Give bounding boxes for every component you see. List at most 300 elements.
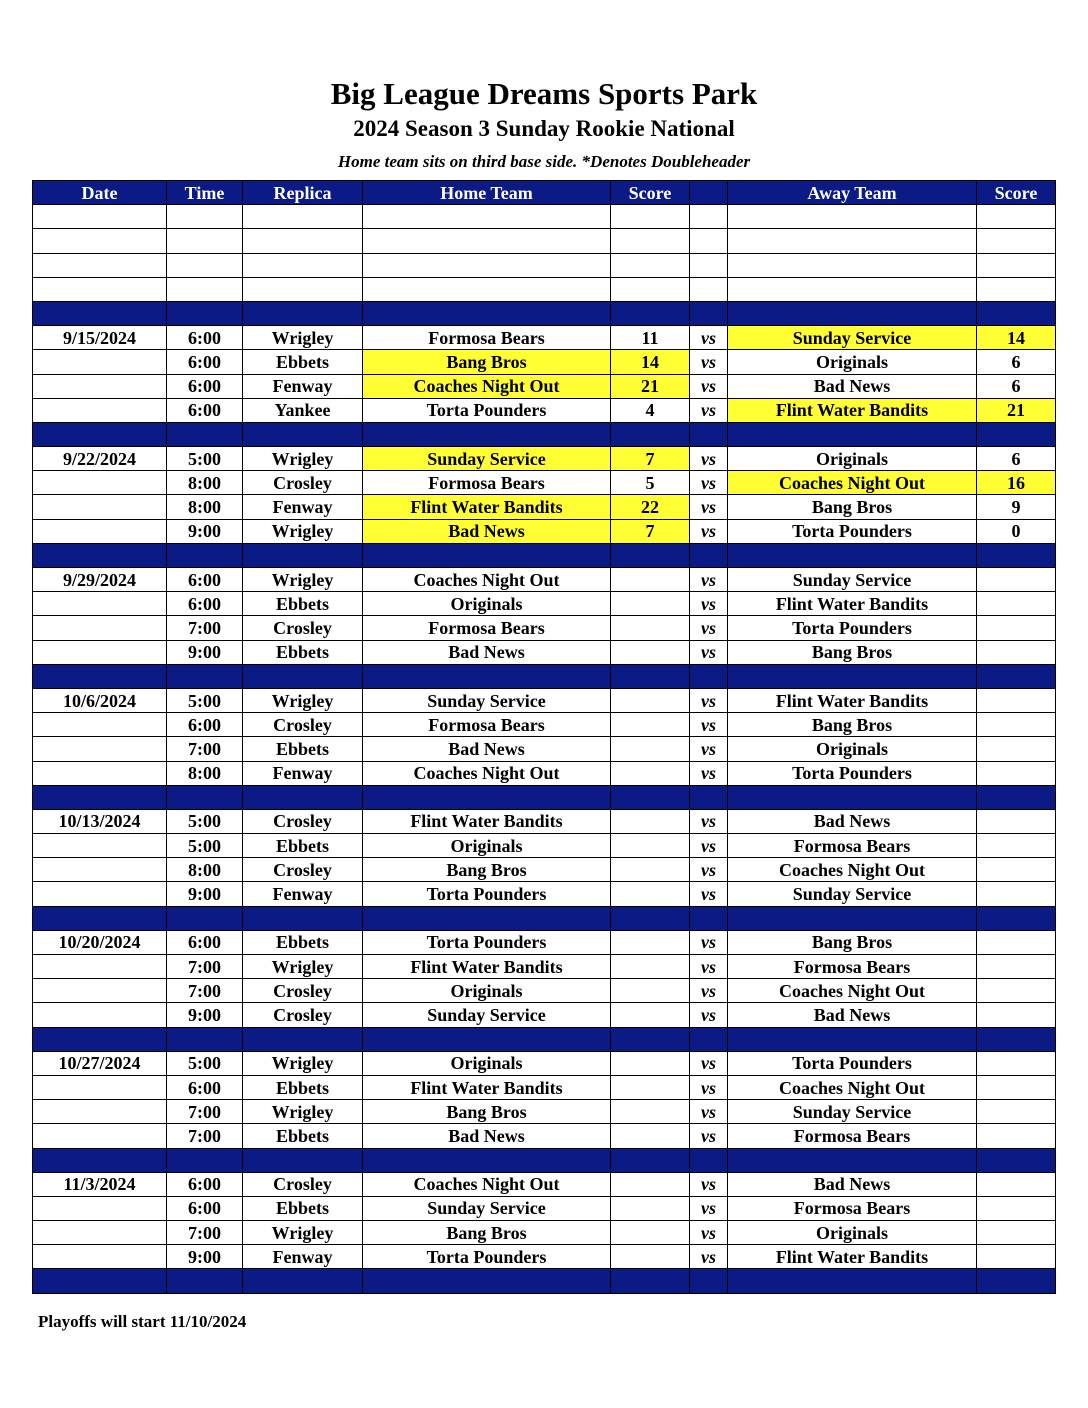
time-cell: 6:00 — [167, 326, 243, 350]
home-team-cell: Bad News — [363, 519, 611, 543]
time-cell: 6:00 — [167, 1196, 243, 1220]
home-score-cell — [611, 1196, 690, 1220]
home-score-cell — [611, 616, 690, 640]
separator-cell — [977, 543, 1056, 567]
home-team-cell: Flint Water Bandits — [363, 955, 611, 979]
date-cell — [33, 1003, 167, 1027]
away-score-cell — [977, 1221, 1056, 1245]
table-row — [33, 374, 1056, 398]
date-cell — [33, 229, 167, 253]
home-team-cell: Bad News — [363, 737, 611, 761]
table-row — [33, 882, 1056, 906]
date-cell: 9/15/2024 — [33, 326, 167, 350]
separator-cell — [977, 664, 1056, 688]
date-cell — [33, 350, 167, 374]
date-cell — [33, 737, 167, 761]
separator-cell — [611, 664, 690, 688]
home-score-cell — [611, 568, 690, 592]
replica-cell: Wrigley — [243, 519, 363, 543]
home-team-cell — [363, 205, 611, 229]
date-cell — [33, 519, 167, 543]
time-cell — [167, 205, 243, 229]
away-score-cell — [977, 640, 1056, 664]
separator-cell — [167, 785, 243, 809]
separator-cell — [363, 785, 611, 809]
replica-cell: Crosley — [243, 1003, 363, 1027]
date-cell: 10/13/2024 — [33, 809, 167, 833]
col-header-home-score: Score — [611, 181, 690, 205]
home-score-cell — [611, 1172, 690, 1196]
table-row — [33, 1172, 1056, 1196]
away-team-cell: Formosa Bears — [728, 955, 977, 979]
away-team-cell: Torta Pounders — [728, 519, 977, 543]
away-team-cell: Formosa Bears — [728, 1196, 977, 1220]
separator-cell — [363, 543, 611, 567]
col-header-date: Date — [33, 181, 167, 205]
vs-cell: vs — [690, 955, 728, 979]
table-row — [33, 519, 1056, 543]
home-score-cell: 5 — [611, 471, 690, 495]
time-cell: 8:00 — [167, 858, 243, 882]
home-score-cell — [611, 1100, 690, 1124]
table-row — [33, 592, 1056, 616]
vs-cell: vs — [690, 374, 728, 398]
replica-cell: Yankee — [243, 398, 363, 422]
separator-cell — [611, 1148, 690, 1172]
separator-cell — [690, 1148, 728, 1172]
home-score-cell — [611, 1051, 690, 1075]
vs-cell: vs — [690, 568, 728, 592]
separator-cell — [728, 1027, 977, 1051]
date-cell — [33, 205, 167, 229]
home-score-cell: 7 — [611, 447, 690, 471]
home-team-cell: Originals — [363, 979, 611, 1003]
home-team-cell: Bang Bros — [363, 1100, 611, 1124]
separator-cell — [690, 543, 728, 567]
playoffs-note: Playoffs will start 11/10/2024 — [38, 1312, 247, 1331]
away-team-cell: Torta Pounders — [728, 1051, 977, 1075]
away-score-cell: 14 — [977, 326, 1056, 350]
time-cell: 5:00 — [167, 1051, 243, 1075]
away-team-cell — [728, 253, 977, 277]
separator-cell — [977, 1148, 1056, 1172]
away-score-cell — [977, 568, 1056, 592]
separator-cell — [363, 1269, 611, 1293]
replica-cell — [243, 229, 363, 253]
time-cell: 5:00 — [167, 809, 243, 833]
time-cell: 7:00 — [167, 979, 243, 1003]
table-row — [33, 568, 1056, 592]
week-separator-row — [33, 1148, 1056, 1172]
separator-cell — [33, 664, 167, 688]
separator-cell — [33, 301, 167, 325]
vs-cell: vs — [690, 1221, 728, 1245]
replica-cell: Fenway — [243, 1245, 363, 1269]
home-team-cell: Coaches Night Out — [363, 568, 611, 592]
col-header-away-team: Away Team — [728, 181, 977, 205]
home-team-cell: Bang Bros — [363, 858, 611, 882]
table-row — [33, 1075, 1056, 1099]
home-score-cell — [611, 834, 690, 858]
separator-cell — [363, 1027, 611, 1051]
separator-cell — [690, 1027, 728, 1051]
away-score-cell — [977, 882, 1056, 906]
vs-cell: vs — [690, 398, 728, 422]
week-separator-row — [33, 1027, 1056, 1051]
separator-cell — [167, 1269, 243, 1293]
time-cell: 5:00 — [167, 447, 243, 471]
replica-cell: Ebbets — [243, 834, 363, 858]
replica-cell: Wrigley — [243, 447, 363, 471]
time-cell: 5:00 — [167, 688, 243, 712]
away-score-cell — [977, 1245, 1056, 1269]
home-score-cell: 14 — [611, 350, 690, 374]
home-team-cell: Originals — [363, 592, 611, 616]
home-team-cell: Sunday Service — [363, 447, 611, 471]
table-row — [33, 471, 1056, 495]
home-team-cell: Bang Bros — [363, 350, 611, 374]
vs-cell: vs — [690, 713, 728, 737]
time-cell — [167, 253, 243, 277]
separator-cell — [33, 1027, 167, 1051]
time-cell: 8:00 — [167, 471, 243, 495]
home-team-cell: Sunday Service — [363, 688, 611, 712]
week-separator-row — [33, 785, 1056, 809]
vs-cell: vs — [690, 882, 728, 906]
table-row — [33, 1196, 1056, 1220]
date-cell: 10/27/2024 — [33, 1051, 167, 1075]
date-cell — [33, 761, 167, 785]
away-team-cell: Torta Pounders — [728, 616, 977, 640]
replica-cell: Crosley — [243, 979, 363, 1003]
table-row — [33, 1221, 1056, 1245]
date-cell — [33, 592, 167, 616]
separator-cell — [167, 906, 243, 930]
away-score-cell: 6 — [977, 447, 1056, 471]
col-header-vs — [690, 181, 728, 205]
home-score-cell — [611, 737, 690, 761]
separator-cell — [611, 1269, 690, 1293]
away-team-cell: Torta Pounders — [728, 761, 977, 785]
separator-cell — [977, 785, 1056, 809]
home-score-cell: 7 — [611, 519, 690, 543]
table-row — [33, 1051, 1056, 1075]
away-score-cell: 6 — [977, 350, 1056, 374]
home-team-cell: Formosa Bears — [363, 471, 611, 495]
replica-cell: Fenway — [243, 761, 363, 785]
home-score-cell — [611, 809, 690, 833]
date-cell: 9/29/2024 — [33, 568, 167, 592]
home-team-cell: Formosa Bears — [363, 326, 611, 350]
away-team-cell: Originals — [728, 447, 977, 471]
schedule-table — [32, 180, 1056, 1294]
time-cell: 9:00 — [167, 519, 243, 543]
home-score-cell — [611, 1245, 690, 1269]
away-score-cell — [977, 277, 1056, 301]
date-cell — [33, 979, 167, 1003]
away-score-cell — [977, 737, 1056, 761]
vs-cell: vs — [690, 1172, 728, 1196]
time-cell: 7:00 — [167, 1221, 243, 1245]
away-score-cell — [977, 809, 1056, 833]
away-team-cell: Coaches Night Out — [728, 471, 977, 495]
home-score-cell — [611, 1003, 690, 1027]
date-cell — [33, 374, 167, 398]
away-score-cell — [977, 1075, 1056, 1099]
home-team-cell: Flint Water Bandits — [363, 809, 611, 833]
separator-cell — [33, 543, 167, 567]
away-team-cell: Bang Bros — [728, 495, 977, 519]
table-row — [33, 253, 1056, 277]
date-cell — [33, 1245, 167, 1269]
separator-cell — [243, 543, 363, 567]
vs-cell: vs — [690, 1124, 728, 1148]
date-cell — [33, 1124, 167, 1148]
away-score-cell: 9 — [977, 495, 1056, 519]
vs-cell: vs — [690, 761, 728, 785]
separator-cell — [243, 785, 363, 809]
home-team-cell: Flint Water Bandits — [363, 495, 611, 519]
week-separator-row — [33, 543, 1056, 567]
date-cell — [33, 834, 167, 858]
home-team-cell: Torta Pounders — [363, 882, 611, 906]
away-team-cell: Originals — [728, 1221, 977, 1245]
replica-cell: Fenway — [243, 495, 363, 519]
replica-cell: Ebbets — [243, 640, 363, 664]
home-team-cell: Coaches Night Out — [363, 1172, 611, 1196]
away-team-cell: Sunday Service — [728, 568, 977, 592]
away-team-cell: Sunday Service — [728, 326, 977, 350]
date-cell — [33, 616, 167, 640]
table-row — [33, 277, 1056, 301]
time-cell: 6:00 — [167, 1075, 243, 1099]
away-team-cell: Sunday Service — [728, 1100, 977, 1124]
week-separator-row — [33, 422, 1056, 446]
replica-cell: Ebbets — [243, 1075, 363, 1099]
home-team-cell: Bad News — [363, 640, 611, 664]
home-team-cell: Bang Bros — [363, 1221, 611, 1245]
table-row — [33, 1100, 1056, 1124]
date-cell — [33, 713, 167, 737]
home-score-cell — [611, 713, 690, 737]
separator-cell — [728, 1148, 977, 1172]
table-row — [33, 809, 1056, 833]
replica-cell: Ebbets — [243, 1196, 363, 1220]
time-cell: 9:00 — [167, 640, 243, 664]
separator-cell — [167, 422, 243, 446]
separator-cell — [728, 1269, 977, 1293]
replica-cell: Crosley — [243, 616, 363, 640]
table-row — [33, 350, 1056, 374]
replica-cell: Crosley — [243, 1172, 363, 1196]
separator-cell — [33, 1148, 167, 1172]
vs-cell: vs — [690, 809, 728, 833]
home-team-cell — [363, 253, 611, 277]
separator-cell — [33, 785, 167, 809]
col-header-away-score: Score — [977, 181, 1056, 205]
separator-cell — [728, 301, 977, 325]
table-row — [33, 834, 1056, 858]
separator-cell — [33, 1269, 167, 1293]
replica-cell — [243, 253, 363, 277]
table-row — [33, 616, 1056, 640]
table-row — [33, 713, 1056, 737]
home-team-cell: Coaches Night Out — [363, 374, 611, 398]
away-score-cell: 6 — [977, 374, 1056, 398]
table-row — [33, 1124, 1056, 1148]
home-team-cell: Torta Pounders — [363, 1245, 611, 1269]
replica-cell: Wrigley — [243, 1221, 363, 1245]
separator-cell — [363, 422, 611, 446]
separator-cell — [611, 422, 690, 446]
date-cell: 11/3/2024 — [33, 1172, 167, 1196]
vs-cell: vs — [690, 737, 728, 761]
separator-cell — [690, 301, 728, 325]
time-cell — [167, 229, 243, 253]
away-team-cell: Sunday Service — [728, 882, 977, 906]
replica-cell: Crosley — [243, 809, 363, 833]
col-header-replica: Replica — [243, 181, 363, 205]
vs-cell: vs — [690, 858, 728, 882]
away-score-cell — [977, 1003, 1056, 1027]
date-cell: 10/6/2024 — [33, 688, 167, 712]
date-cell — [33, 495, 167, 519]
table-row — [33, 640, 1056, 664]
away-score-cell: 21 — [977, 398, 1056, 422]
time-cell: 6:00 — [167, 592, 243, 616]
time-cell: 6:00 — [167, 568, 243, 592]
away-score-cell — [977, 1124, 1056, 1148]
away-score-cell — [977, 713, 1056, 737]
home-score-cell: 4 — [611, 398, 690, 422]
home-score-cell — [611, 229, 690, 253]
separator-cell — [728, 906, 977, 930]
date-cell — [33, 882, 167, 906]
home-score-cell — [611, 930, 690, 954]
separator-cell — [363, 906, 611, 930]
away-team-cell — [728, 277, 977, 301]
table-row — [33, 1245, 1056, 1269]
vs-cell: vs — [690, 1100, 728, 1124]
away-team-cell: Coaches Night Out — [728, 979, 977, 1003]
home-score-cell: 11 — [611, 326, 690, 350]
time-cell: 7:00 — [167, 1124, 243, 1148]
date-cell — [33, 640, 167, 664]
date-cell — [33, 1196, 167, 1220]
separator-cell — [243, 301, 363, 325]
away-team-cell: Formosa Bears — [728, 834, 977, 858]
time-cell: 6:00 — [167, 713, 243, 737]
separator-cell — [243, 422, 363, 446]
away-team-cell: Bang Bros — [728, 713, 977, 737]
separator-cell — [33, 422, 167, 446]
replica-cell: Crosley — [243, 471, 363, 495]
time-cell: 6:00 — [167, 374, 243, 398]
replica-cell: Wrigley — [243, 568, 363, 592]
vs-cell: vs — [690, 1245, 728, 1269]
home-team-cell: Formosa Bears — [363, 713, 611, 737]
away-score-cell — [977, 205, 1056, 229]
away-team-cell: Formosa Bears — [728, 1124, 977, 1148]
away-score-cell — [977, 253, 1056, 277]
date-cell — [33, 398, 167, 422]
home-team-cell: Originals — [363, 834, 611, 858]
away-team-cell: Bad News — [728, 1172, 977, 1196]
time-cell: 5:00 — [167, 834, 243, 858]
home-score-cell — [611, 955, 690, 979]
schedule-note: Home team sits on third base side. *Denotes Doubleheader — [337, 152, 751, 171]
time-cell: 9:00 — [167, 1245, 243, 1269]
separator-cell — [977, 301, 1056, 325]
separator-cell — [243, 1269, 363, 1293]
away-score-cell — [977, 229, 1056, 253]
table-row — [33, 447, 1056, 471]
table-row — [33, 495, 1056, 519]
vs-cell: vs — [690, 1196, 728, 1220]
vs-cell: vs — [690, 519, 728, 543]
vs-cell — [690, 253, 728, 277]
separator-cell — [690, 664, 728, 688]
away-score-cell — [977, 688, 1056, 712]
time-cell: 6:00 — [167, 1172, 243, 1196]
home-score-cell — [611, 761, 690, 785]
separator-cell — [33, 906, 167, 930]
away-score-cell — [977, 955, 1056, 979]
away-team-cell: Bad News — [728, 809, 977, 833]
vs-cell: vs — [690, 688, 728, 712]
home-score-cell — [611, 592, 690, 616]
vs-cell: vs — [690, 930, 728, 954]
separator-cell — [977, 422, 1056, 446]
separator-cell — [611, 1027, 690, 1051]
away-team-cell: Bang Bros — [728, 640, 977, 664]
replica-cell: Wrigley — [243, 688, 363, 712]
date-cell — [33, 1221, 167, 1245]
home-score-cell — [611, 277, 690, 301]
away-score-cell — [977, 1051, 1056, 1075]
separator-cell — [243, 1027, 363, 1051]
home-score-cell — [611, 1124, 690, 1148]
separator-cell — [611, 543, 690, 567]
away-team-cell: Bad News — [728, 374, 977, 398]
time-cell — [167, 277, 243, 301]
separator-cell — [977, 1269, 1056, 1293]
separator-cell — [363, 301, 611, 325]
away-team-cell: Bang Bros — [728, 930, 977, 954]
separator-cell — [243, 664, 363, 688]
page-subtitle: 2024 Season 3 Sunday Rookie National — [353, 116, 735, 141]
vs-cell — [690, 205, 728, 229]
table-row — [33, 1003, 1056, 1027]
separator-cell — [167, 543, 243, 567]
away-score-cell — [977, 930, 1056, 954]
separator-cell — [611, 301, 690, 325]
time-cell: 6:00 — [167, 930, 243, 954]
separator-cell — [690, 1269, 728, 1293]
away-score-cell: 16 — [977, 471, 1056, 495]
separator-cell — [363, 1148, 611, 1172]
vs-cell: vs — [690, 834, 728, 858]
home-score-cell — [611, 882, 690, 906]
away-team-cell — [728, 205, 977, 229]
date-cell — [33, 471, 167, 495]
table-row — [33, 229, 1056, 253]
away-score-cell — [977, 616, 1056, 640]
replica-cell: Ebbets — [243, 1124, 363, 1148]
col-header-home-team: Home Team — [363, 181, 611, 205]
away-team-cell: Flint Water Bandits — [728, 592, 977, 616]
replica-cell: Ebbets — [243, 592, 363, 616]
